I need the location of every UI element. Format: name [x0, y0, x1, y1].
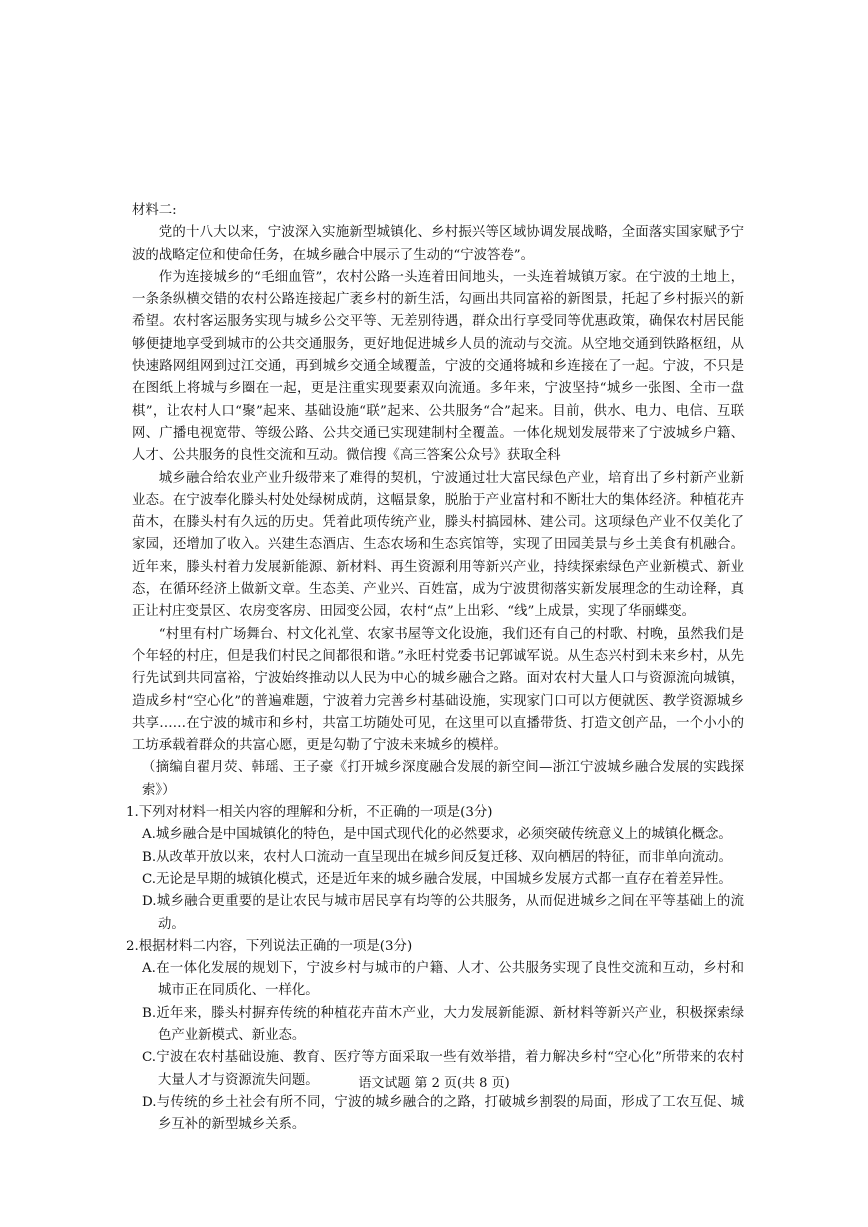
paragraph: “村里有村广场舞台、村文化礼堂、农家书屋等文化设施，我们还有自己的村歌、村晚，虽然我们是个年轻的村庄，但是我们村民之间都很和谐。”永旺村党委书记郭诚军说。从生态兴村到未来乡村，从先行先试到共同富裕，宁波始终推动以人民为中心的城乡融合之路。面对农村大量人口与资源流向城镇，造成乡村“空心化”的普遍难题，宁波着力完善乡村基础设施，实现家门口可以方便就医、教学资源城乡共享……在宁波的城市和乡村，共富工坊随处可见，在这里可以直播带货、打造文创产品，一个小小的工坊承载着群众的共富心愿，更是勾勒了宁波未来城乡的模样。 — [132, 626, 744, 754]
answer-option: D.城乡融合更重要的是让农民与城市居民享有均等的公共服务，从而促进城乡之间在平等基础上的流动。 — [142, 894, 744, 932]
question-stem: 1.下列对材料一相关内容的理解和分析，不正确的一项是(3分) — [126, 805, 493, 821]
paragraph: 城乡融合给农业产业升级带来了难得的契机，宁波通过壮大富民绿色产业，培育出了乡村新产业新业态。在宁波奉化滕头村处处绿树成荫，这幅景象，脱胎于产业富村和不断壮大的集体经济。种植花卉苗木，在滕头村有久远的历史。凭着此项传统产业，滕头村搞园林、建公司。这项绿色产业不仅美化了家园，还增加了收入。兴建生态酒店、生态农场和生态宾馆等，实现了田园美景与乡土美食有机融合。近年来，滕头村着力发展新能源、新材料、再生资源利用等新兴产业，持续探索绿色产业新模式、新业态，在循环经济上做新文章。生态美、产业兴、百姓富，成为宁波贯彻落实新发展理念的生动诠释，真正让村庄变景区、农房变客房、田园变公园，农村“点”上出彩、“线”上成景，实现了华丽蝶变。 — [132, 470, 744, 620]
material-heading: 材料二: — [132, 203, 177, 218]
page-footer: 语文试题 第 2 页(共 8 页) — [358, 1076, 510, 1091]
answer-option: A.城乡融合是中国城镇化的特色，是中国式现代化的必然要求，必须突破传统意义上的城镇化概念。 — [142, 827, 732, 843]
question-stem: 2.根据材料二内容，下列说法正确的一项是(3分) — [126, 938, 413, 954]
answer-option: C.宁波在农村基础设施、教育、医疗等方面采取一些有效举措，着力解决乡村“空心化”所带来的农村大量人才与资源流失问题。 — [142, 1050, 744, 1088]
source-citation: （摘编自翟月荧、韩瑶、王子豪《打开城乡深度融合发展的新空间—浙江宁波城乡融合发展的实践探索》） — [142, 760, 744, 798]
answer-option: B.从改革开放以来，农村人口流动一直呈现出在城乡间反复迁移、双向栖居的特征，而非单向流动。 — [142, 849, 732, 865]
answer-option: C.无论是早期的城镇化模式，还是近年来的城乡融合发展，中国城乡发展方式都一直存在着差异性。 — [142, 871, 732, 887]
answer-option: D.与传统的乡土社会有所不同，宁波的城乡融合的之路，打破城乡割裂的局面，形成了工农互促、城乡互补的新型城乡关系。 — [142, 1094, 744, 1133]
page-content — [126, 200, 744, 1136]
question-2 — [126, 936, 744, 1137]
paragraph: 作为连接城乡的“毛细血管”，农村公路一头连着田间地头，一头连着城镇万家。在宁波的土地上，一条条纵横交错的农村公路连接起广袤乡村的新生活，勾画出共同富裕的新图景，托起了乡村振兴的新希望。农村客运服务实现与城乡公交平等、无差别待遇，群众出行享受同等优惠政策，确保农村居民能够便捷地享受到城市的公共交通服务，更好地促进城乡人员的流动与交流。从空地交通到铁路枢纽，从快速路网组网到过江交通，再到城乡交通全域覆盖，宁波的交通将城和乡连接在了一起。宁波，不只是在图纸上将城与乡圈在一起，更是注重实现要素双向流通。多年来，宁波坚持“城乡一张图、全市一盘棋”，让农村人口“聚”起来、基础设施“联”起来、公共服务“合”起来。目前，供水、电力、电信、互联网、广播电视宽带、等级公路、公共交通已实现建制村全覆盖。一体化规划发展带来了宁波城乡户籍、人才、公共服务的良性交流和互动。微信搜《高三答案公众号》获取全科 — [132, 269, 744, 464]
question-1 — [126, 802, 744, 936]
paragraph: 党的十八大以来，宁波深入实施新型城镇化、乡村振兴等区域协调发展战略，全面落实国家赋予宁波的战略定位和使命任务，在城乡融合中展示了生动的“宁波答卷”。 — [132, 225, 744, 263]
answer-option: B.近年来，滕头村摒弃传统的种植花卉苗木产业，大力发展新能源、新材料等新兴产业，积极探索绿色产业新模式、新业态。 — [142, 1005, 744, 1043]
answer-option: A.在一体化发展的规划下，宁波乡村与城市的户籍、人才、公共服务实现了良性交流和互动，乡村和城市正在同质化、一样化。 — [142, 961, 744, 999]
